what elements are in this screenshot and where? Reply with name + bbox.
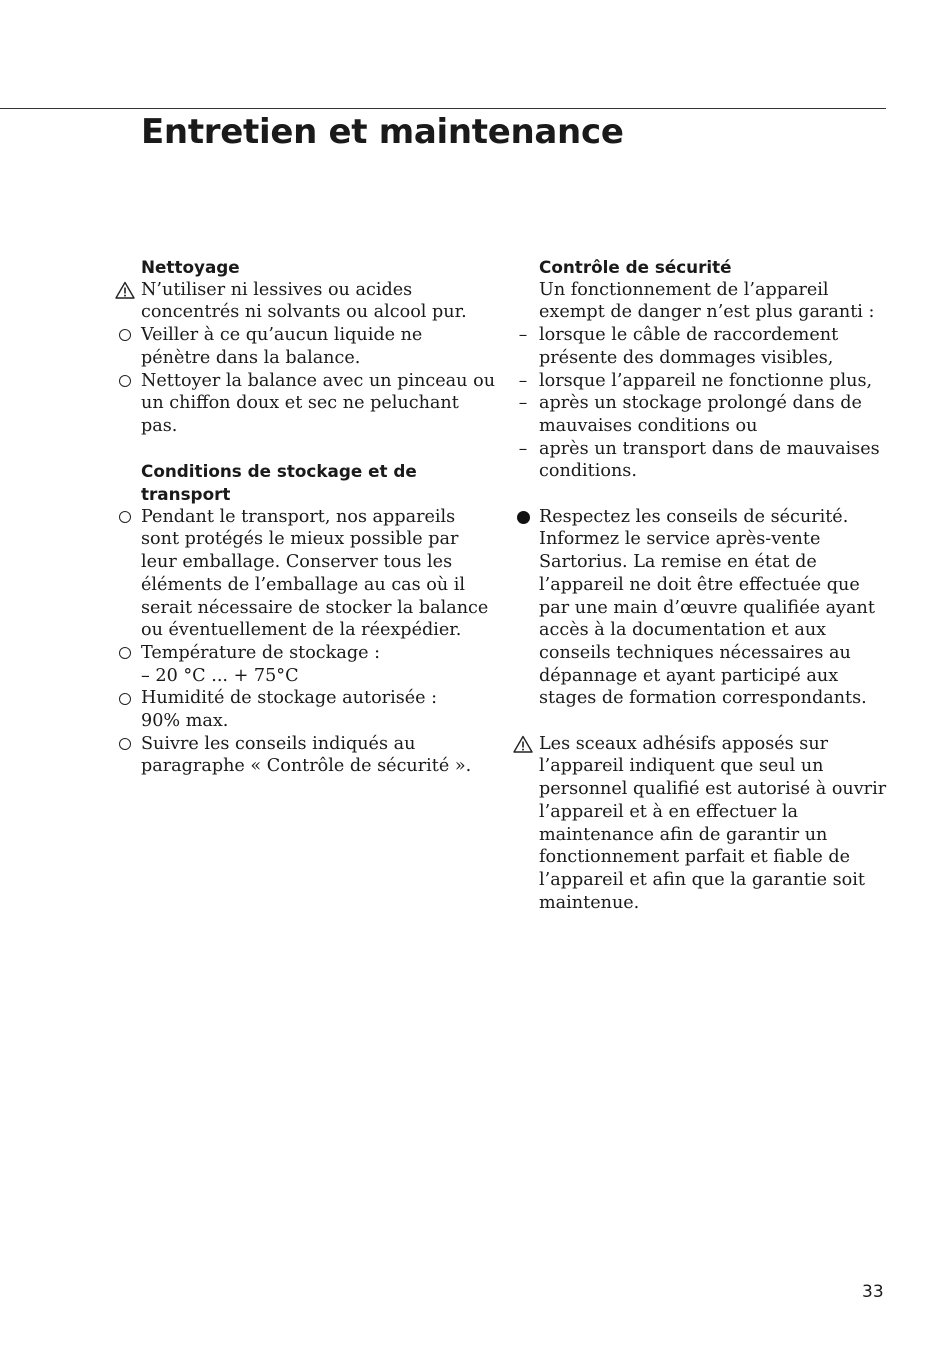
right-column bbox=[518, 256, 889, 914]
circle-bullet-icon bbox=[119, 647, 131, 659]
safety-condition-text: lorsque l’appareil ne fonctionne plus, bbox=[539, 370, 873, 391]
safety-condition bbox=[518, 392, 889, 437]
storage-item bbox=[141, 642, 496, 687]
top-rule bbox=[0, 108, 886, 109]
storage-item bbox=[141, 506, 496, 642]
circle-bullet-icon bbox=[119, 375, 131, 387]
cleaning-item bbox=[141, 370, 496, 438]
safety-condition-text: lorsque le câble de raccordement présente des dommages visibles, bbox=[539, 325, 839, 368]
safety-condition bbox=[518, 370, 889, 393]
cleaning-item-text: Veiller à ce qu’aucun liquide ne pénètre dans la balance. bbox=[141, 325, 423, 368]
dash-marker: – bbox=[518, 325, 528, 346]
warning-triangle-icon bbox=[513, 733, 533, 756]
cleaning-warning-text: N’utiliser ni lessives ou acides concentrés ni solvants ou alcool pur. bbox=[141, 279, 467, 323]
safety-warning-text: Les sceaux adhésifs apposés sur l’appareil indiquent que seul un personnel qualifié est autorisé à ouvrir l’appareil et à en effectuer la maintenance afin de garantir un fonctionnement parfait et fiable de l’appareil et afin que la garantie soit maintenue. bbox=[539, 733, 887, 913]
safety-warning bbox=[539, 733, 889, 915]
left-column bbox=[141, 256, 496, 778]
filled-dot-icon bbox=[517, 511, 530, 524]
storage-heading: Conditions de stockage et de transport bbox=[141, 461, 417, 505]
safety-intro: Un fonctionnement de l’appareil exempt de danger n’est plus garanti : bbox=[539, 279, 875, 323]
safety-condition-text: après un transport dans de mauvaises conditions. bbox=[539, 438, 880, 482]
storage-temperature-label: Température de stockage : bbox=[141, 642, 381, 663]
dash-marker: – bbox=[518, 370, 528, 391]
storage-humidity-value: 90% max. bbox=[141, 711, 229, 732]
storage-item-text: Pendant le transport, nos appareils sont protégés le mieux possible par leur emballage. Conserver tous les éléments de l’emballage au cas où il serait nécessaire de stocker la balance ou éventuellement de la réexpédier. bbox=[141, 506, 489, 641]
dash-marker: – bbox=[518, 438, 528, 459]
safety-condition bbox=[518, 438, 889, 483]
warning-triangle-icon bbox=[115, 279, 135, 302]
circle-bullet-icon bbox=[119, 738, 131, 750]
cleaning-item bbox=[141, 324, 496, 369]
cleaning-item-text: Nettoyer la balance avec un pinceau ou un chiffon doux et sec ne peluchant pas. bbox=[141, 370, 496, 436]
safety-heading: Contrôle de sécurité bbox=[539, 257, 732, 277]
safety-condition bbox=[518, 324, 889, 369]
page-title: Entretien et maintenance bbox=[141, 112, 624, 152]
storage-temperature-value: – 20 °C ... + 75°C bbox=[141, 665, 299, 686]
cleaning-heading: Nettoyage bbox=[141, 257, 240, 277]
circle-bullet-icon bbox=[119, 329, 131, 341]
cleaning-warning-item bbox=[141, 279, 496, 324]
page-number: 33 bbox=[862, 1282, 884, 1302]
storage-item bbox=[141, 687, 496, 732]
circle-bullet-icon bbox=[119, 693, 131, 705]
storage-item bbox=[141, 733, 496, 778]
storage-item-text: Suivre les conseils indiqués au paragraphe « Contrôle de sécurité ». bbox=[141, 733, 472, 777]
circle-bullet-icon bbox=[119, 511, 131, 523]
storage-humidity-label: Humidité de stockage autorisée : bbox=[141, 688, 438, 709]
dash-marker: – bbox=[518, 393, 528, 414]
safety-notice bbox=[539, 506, 889, 710]
safety-condition-text: après un stockage prolongé dans de mauvaises conditions ou bbox=[539, 393, 862, 436]
safety-notice-text: Respectez les conseils de sécurité. Informez le service après-vente Sartorius. La remise en état de l’appareil ne doit être effectuée que par une main d’œuvre qualifiée ayant accès à la documentation et aux conseils techniques nécessaires au dépannage et ayant participé aux stages de formation correspondants. bbox=[539, 506, 875, 709]
